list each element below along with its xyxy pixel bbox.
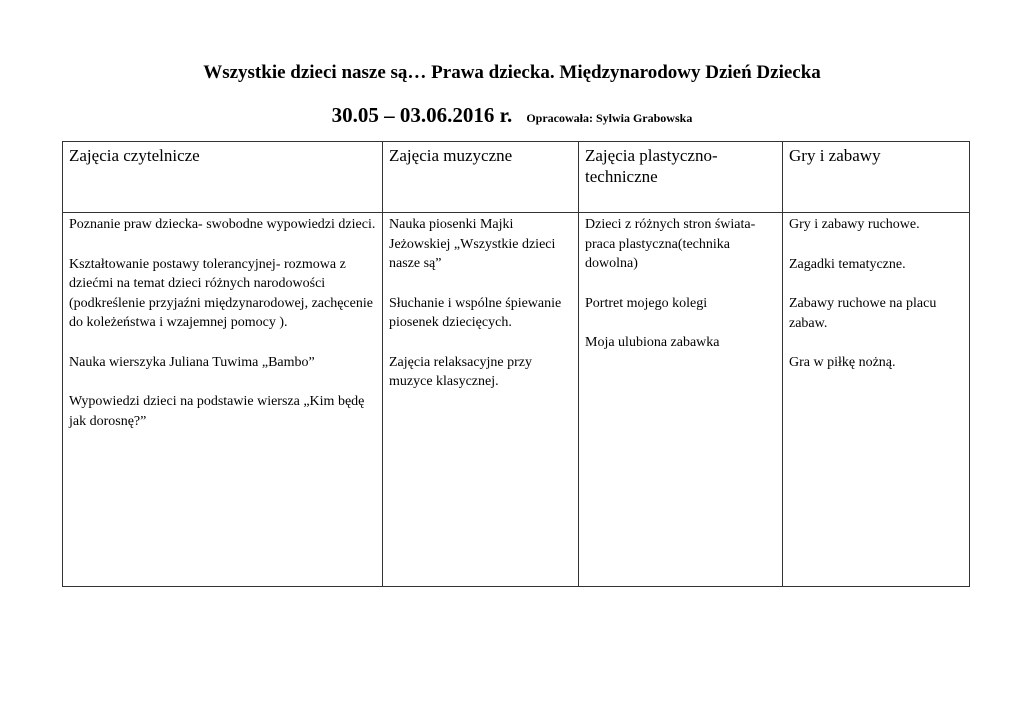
list-item: Nauka wierszyka Juliana Tuwima „Bambo” — [69, 354, 315, 370]
table-row — [63, 213, 970, 587]
cell-reading — [63, 213, 383, 587]
table-header-row — [63, 142, 970, 213]
column-header-games: Gry i zabawy — [783, 142, 970, 213]
list-item: Zagadki tematyczne. — [789, 256, 906, 272]
list-item: Gry i zabawy ruchowe. — [789, 217, 920, 232]
list-item: Poznanie praw dziecka- swobodne wypowiedzi dzieci. — [69, 217, 376, 232]
list-item: Moja ulubiona zabawka — [585, 335, 720, 350]
list-item: Zajęcia relaksacyjne przy muzyce klasycznej. — [389, 354, 533, 389]
column-header-music: Zajęcia muzyczne — [383, 142, 579, 213]
list-item: Dzieci z różnych stron świata- praca plastyczna(technika dowolna) — [585, 217, 756, 271]
list-item: Portret mojego kolegi — [585, 295, 708, 311]
cell-art — [579, 213, 783, 587]
cell-games — [783, 213, 970, 587]
list-item: Gra w piłkę nożną. — [789, 355, 896, 370]
document-subtitle — [0, 100, 1024, 133]
activity-plan-table — [62, 141, 970, 587]
author-credit: Opracowała: Sylwia Grabowska — [526, 111, 693, 125]
column-header-art: Zajęcia plastyczno-techniczne — [579, 142, 783, 213]
date-range: 30.05 – 03.06.2016 r. — [331, 103, 513, 127]
list-item: Słuchanie i wspólne śpiewanie piosenek dziecięcych. — [389, 295, 562, 330]
cell-music — [383, 213, 579, 587]
list-item: Wypowiedzi dzieci na podstawie wiersza „Kim będę jak dorosnę?” — [69, 394, 365, 429]
list-item: Nauka piosenki Majki Jeżowskiej „Wszystkie dzieci nasze są” — [389, 217, 556, 271]
document-title: Wszystkie dzieci nasze są… Prawa dziecka. Międzynarodowy Dzień Dziecka — [203, 62, 821, 83]
list-item: Zabawy ruchowe na placu zabaw. — [789, 296, 937, 331]
list-item: Kształtowanie postawy tolerancyjnej- rozmowa z dziećmi na temat dzieci różnych narodowości (podkreślenie przyjaźni międzynarodowej, zachęcenie do koleżeństwa i wzajemnej pomocy ). — [69, 256, 373, 330]
column-header-reading: Zajęcia czytelnicze — [63, 142, 383, 213]
